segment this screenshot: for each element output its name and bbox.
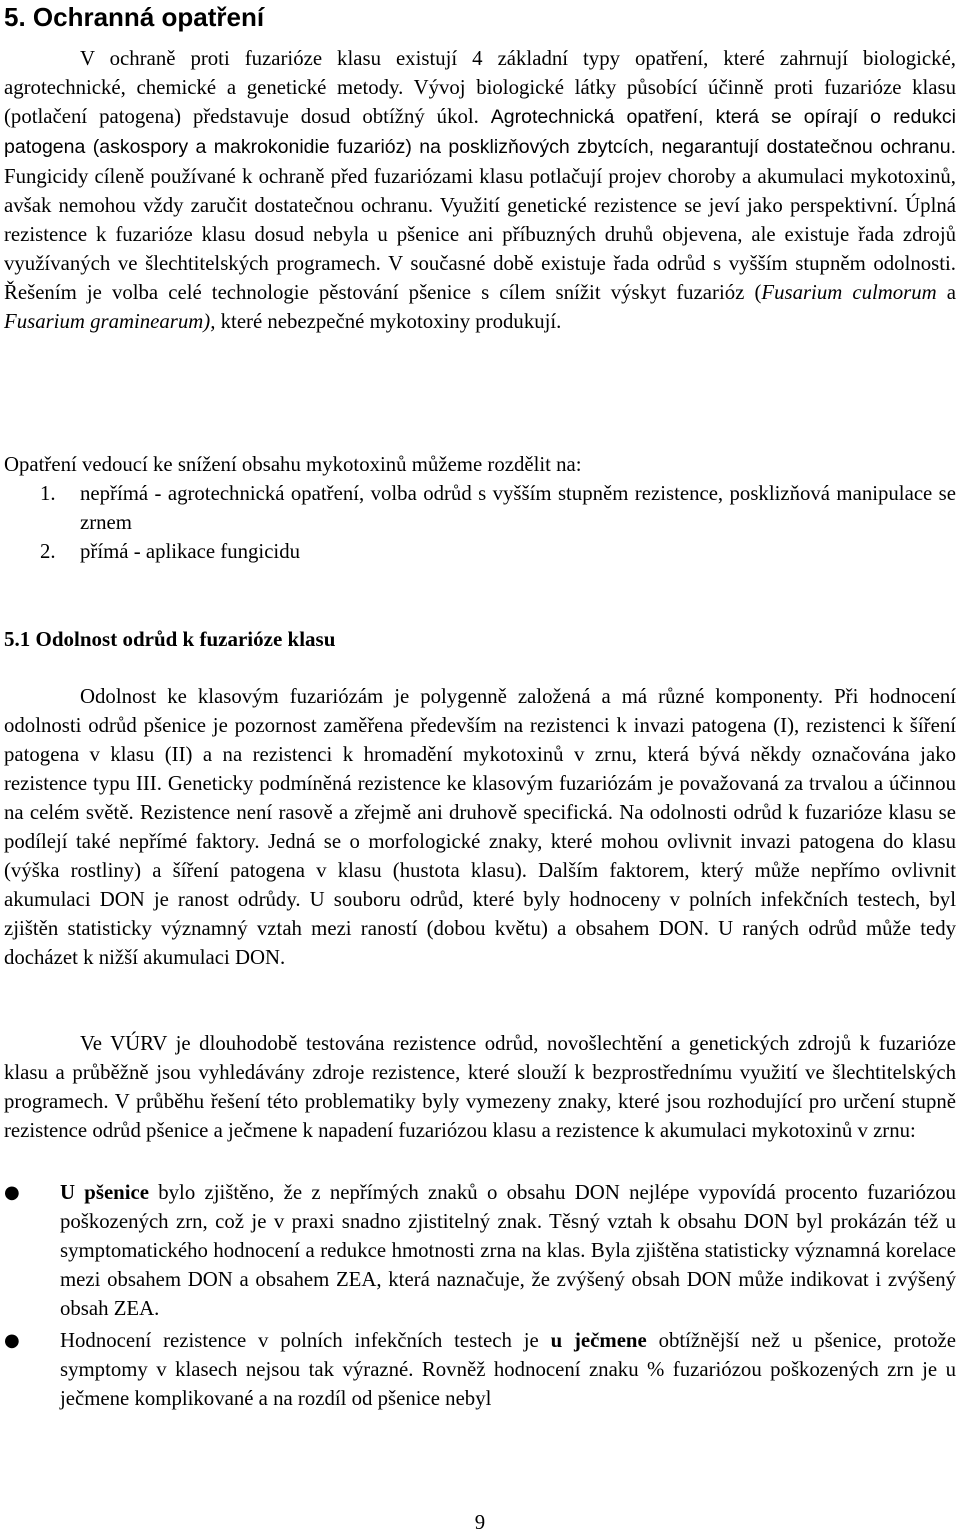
subsection-heading: 5.1 Odolnost odrůd k fuzarióze klasu bbox=[4, 627, 336, 651]
measures-intro: Opatření vedoucí ke snížení obsahu mykotoxinů můžeme rozdělit na: bbox=[4, 453, 582, 476]
measures-list bbox=[4, 479, 956, 566]
list-item bbox=[4, 1326, 956, 1413]
list-item bbox=[4, 1178, 956, 1323]
species-name: Fusarium graminearum), bbox=[4, 310, 216, 333]
paragraph-text: a bbox=[936, 281, 956, 304]
emphasis: u ječmene bbox=[550, 1329, 647, 1352]
list-number: 2. bbox=[40, 540, 56, 563]
findings-list bbox=[4, 1178, 956, 1416]
paragraph-text: V ochraně proti fuzarióze klasu existují 4 základní typy opatření, které zahrnují biologické, agrotechnické, chemické a genetické metody. Vývoj biologické látky působící účinně proti fuzarióze klasu (potlačení patogena) představuje dosud obtížný úkol. bbox=[4, 47, 956, 128]
list-item-text: obtížnější než u pšenice, protože symptomy v klasech nejsou tak výrazné. Rovněž hodnocení znaku % fuzariózou poškozených zrn je u ječmene komplikované a na rozdíl od pšenice nebyl bbox=[60, 1329, 956, 1410]
species-name: Fusarium culmorum bbox=[761, 281, 937, 304]
section-heading: 5. Ochranná opatření bbox=[4, 2, 265, 32]
paragraph-text-agrotechnical: Agrotechnická opatření, která se opírají o redukci patogena (askospory a makrokonidie fuzarióz) na posklizňových zbytcích, negarantují dostatečnou ochranu. bbox=[4, 106, 956, 158]
list-number: 1. bbox=[40, 482, 56, 505]
list-item-text: bylo zjištěno, že z nepřímých znaků o obsahu DON nejlépe vypovídá procento fuzariózou poškozených zrn, což je v praxi snadno zjistitelný znak. Těsný vztah k obsahu DON byl prokázán též u symptomatického hodnocení a redukce hmotnosti zrna na klas. Byla zjištěna statisticky významná korelace mezi obsahem DON a obsahem ZEA, která naznačuje, že zvýšený obsah DON může indikovat i zvýšený obsah ZEA. bbox=[60, 1181, 956, 1320]
bullet-icon: ● bbox=[4, 1330, 20, 1351]
list-item-text: Hodnocení rezistence v polních infekčních testech je bbox=[60, 1329, 551, 1352]
paragraph-text: Úplná rezistence k fuzarióze klasu dosud nebyla u pšenice ani příbuzných druhů objevena, ale existuje řada zdrojů využívaných ve šlechtitelských programech. V současné době existuje řada odrůd s vyšším stupněm odolnosti. Řešením je volba celé technologie pěstování pšenice s cílem snížit výskyt fuzarióz ( bbox=[4, 194, 956, 304]
list-item-text: nepřímá - agrotechnická opatření, volba odrůd s vyšším stupněm rezistence, posklizňová manipulace se zrnem bbox=[80, 482, 956, 534]
list-item bbox=[4, 479, 956, 537]
list-item-text: přímá - aplikace fungicidu bbox=[80, 540, 301, 563]
list-item bbox=[4, 537, 956, 566]
paragraph-text: které nebezpečné mykotoxiny produkují. bbox=[215, 310, 562, 333]
emphasis: U pšenice bbox=[60, 1181, 149, 1204]
paragraph-vurv-testing: Ve VÚRV je dlouhodobě testována rezistence odrůd, novošlechtění a genetických zdrojů k fuzarióze klasu a průběžně jsou vyhledávány zdroje rezistence, které slouží k bezprostřednímu využití ve šlechtitelských programech. V průběhu řešení této problematiky byly vymezeny znaky, které jsou rozhodující pro určení stupně rezistence odrůd pšenice a ječmene k napadení fuzariózou klasu a rezistence k akumulaci mykotoxinů v zrnu: bbox=[4, 1032, 956, 1142]
page-number: 9 bbox=[474, 1511, 486, 1534]
paragraph-variety-resistance: Odolnost ke klasovým fuzariózám je polygenně založená a má různé komponenty. Při hodnocení odolnosti odrůd pšenice je pozornost zaměřena především na rezistenci k invazi patogena (I), rezistenci k šíření patogena v klasu (II) a na rezistenci k hromadění mykotoxinů v zrnu, která bývá někdy označována jako rezistence typu III. Geneticky podmíněná rezistence ke klasovým fuzariózám je považovaná za trvalou a účinnou na celém světě. Rezistence není rasově a zřejmě ani druhově specifická. Na odolnosti odrůd k fuzarióze klasu se podílejí také nepřímé faktory. Jedná se o morfologické znaky, které mohou ovlivnit invazi patogena do klasu (výška rostliny) a šíření patogena v klasu (hustota klasu). Dalším faktorem, který může nepřímo ovlivnit akumulaci DON je ranost odrůdy. U souboru odrůd, které byly hodnoceny v polních infekčních testech, byl zjištěn statisticky významný vztah mezi raností (dobou květu) a obsahem DON. U raných odrůd může tedy docházet k nižší akumulaci DON. bbox=[4, 685, 956, 969]
paragraph-text: Fungicidy cíleně používané k ochraně před fuzariózami klasu potlačují projev choroby a akumulaci mykotoxinů, avšak nemohou vždy zaručit dostatečnou ochranu. Využití genetické rezistence se jeví jako perspektivní. bbox=[4, 165, 956, 217]
paragraph-protection-methods bbox=[4, 44, 956, 336]
bullet-icon: ● bbox=[4, 1182, 20, 1203]
